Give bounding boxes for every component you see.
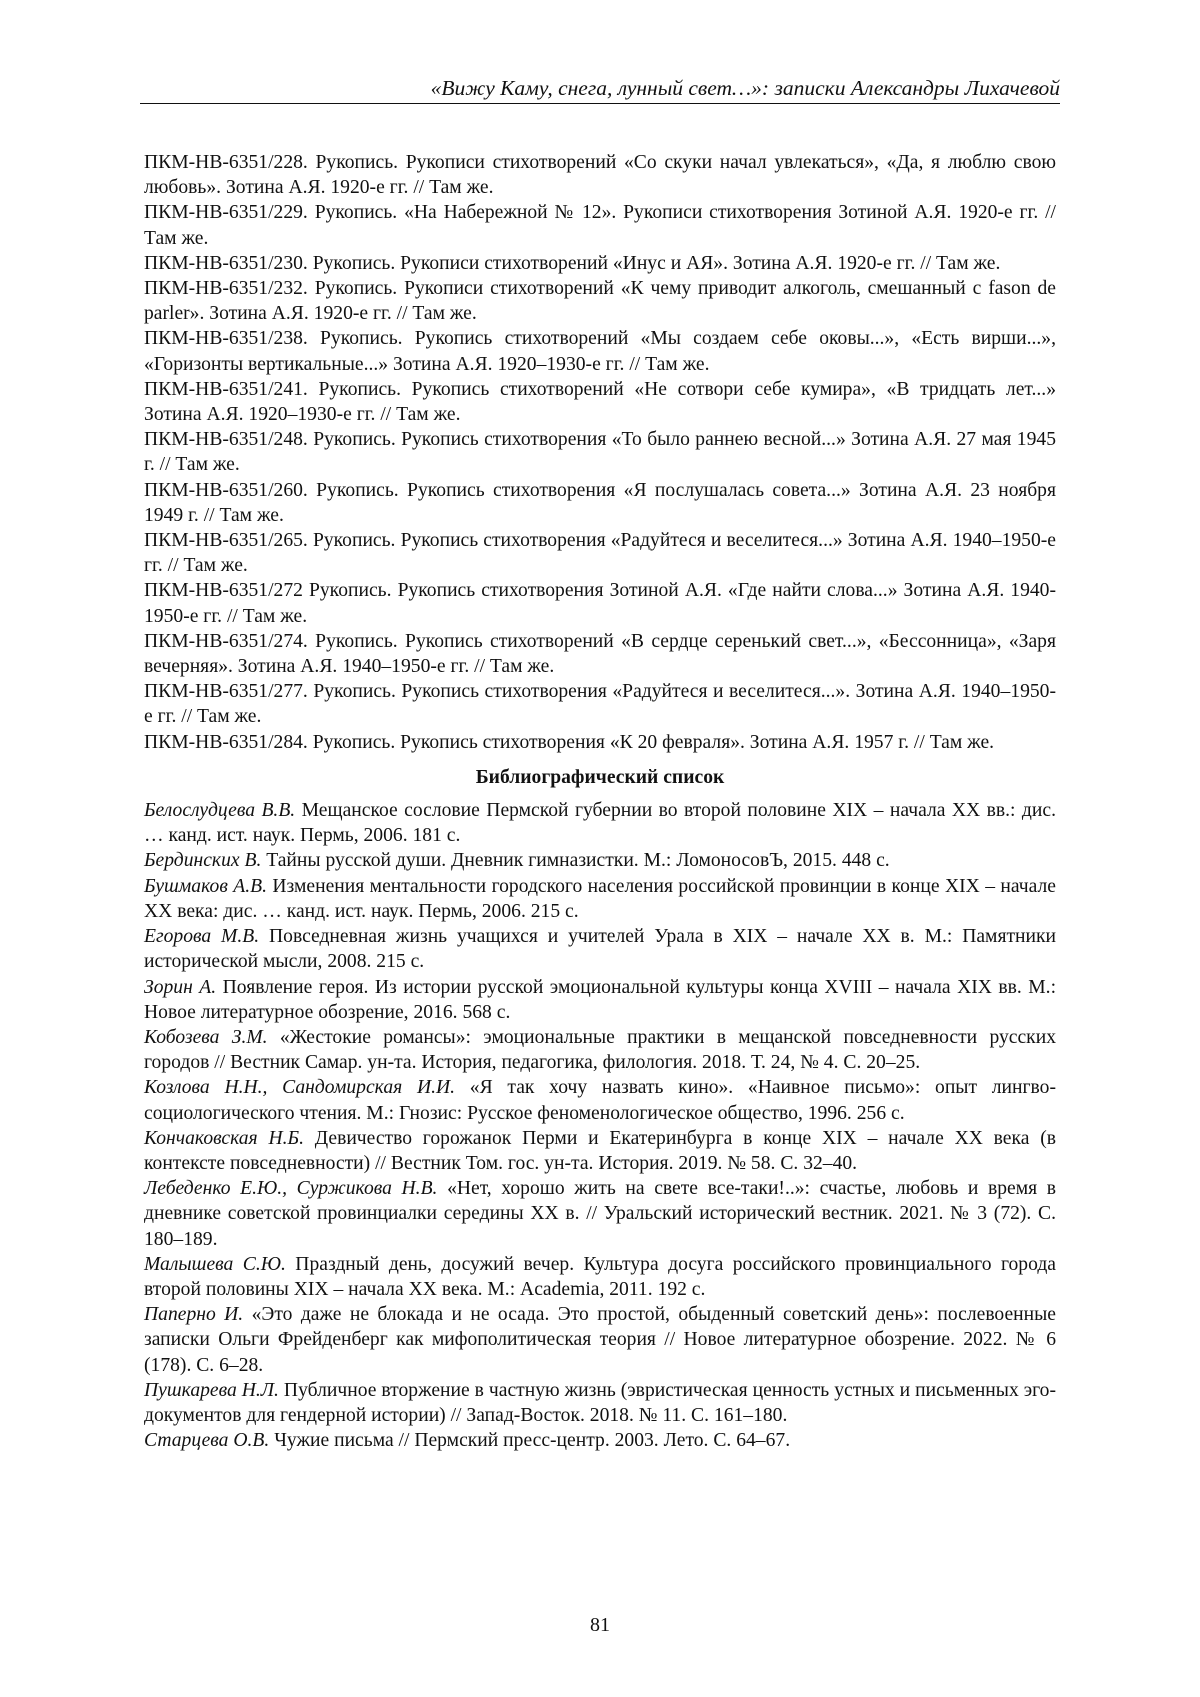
sources-list <box>144 150 1056 755</box>
bibliography-text: Повседневная жизнь учащихся и учителей Урала в XIX – начале XX в. М.: Памятники исторической мысли, 2008. 215 с. <box>144 926 1056 973</box>
bibliography-text: Чужие письма // Пермский пресс-центр. 2003. Лето. С. 64–67. <box>269 1430 791 1452</box>
bibliography-author: Кончаковская Н.Б. <box>144 1127 304 1149</box>
bibliography-entry <box>144 1126 1056 1176</box>
header-rule <box>140 103 1060 104</box>
bibliography-author: Бердинских В. <box>144 850 262 872</box>
bibliography-author: Белослудцева В.В. <box>144 800 296 822</box>
bibliography-text: Девичество горожанок Перми и Екатеринбурга в конце XIX – начале XX века (в контексте повседневности) // Вестник Том. гос. ун-та. История. 2019. № 58. С. 32–40. <box>144 1127 1056 1174</box>
source-entry: ПКМ-НВ-6351/274. Рукопись. Рукопись стихотворений «В сердце серенький свет...», «Бессонница», «Заря вечерняя». Зотина А.Я. 1940–1950-е гг. // Там же. <box>144 630 1056 678</box>
source-entry: ПКМ-НВ-6351/260. Рукопись. Рукопись стихотворения «Я послушалась совета...» Зотина А.Я. 23 ноября 1949 г. // Там же. <box>144 479 1056 526</box>
bibliography-entry <box>144 1075 1056 1125</box>
bibliography-author: Егорова М.В. <box>144 926 260 948</box>
source-entry: ПКМ-НВ-6351/284. Рукопись. Рукопись стихотворения «К 20 февраля». Зотина А.Я. 1957 г. // Там же. <box>144 731 995 753</box>
bibliography-author: Паперно И. <box>144 1304 244 1326</box>
page-number: 81 <box>590 1614 610 1636</box>
source-entry: ПКМ-НВ-6351/277. Рукопись. Рукопись стихотворения «Радуйтеся и веселитеся...». Зотина А.Я. 1940–1950-е гг. // Там же. <box>144 681 1056 728</box>
bibliography-entry <box>144 924 1056 974</box>
page-body <box>144 150 1056 1453</box>
bibliography-text: «Я так хочу назвать кино». «Наивное письмо»: опыт лингво-социологического чтения. М.: Гнозис: Русское феноменологическое общество, 1996. 256 с. <box>144 1077 1056 1124</box>
bibliography-author: Бушмаков А.В. <box>144 875 267 897</box>
bibliography-text: Тайны русской души. Дневник гимназистки. М.: ЛомоносовЪ, 2015. 448 с. <box>261 850 890 872</box>
source-entry: ПКМ-НВ-6351/241. Рукопись. Рукопись стихотворений «Не сотвори себе кумира», «В тридцать лет...» Зотина А.Я. 1920–1930-е гг. // Там же. <box>144 378 1056 426</box>
bibliography-author: Козлова Н.Н., Сандомирская И.И. <box>144 1077 456 1099</box>
source-entry: ПКМ-НВ-6351/229. Рукопись. «На Набережной № 12». Рукописи стихотворения Зотиной А.Я. 1920-е гг. // Там же. <box>144 202 1056 249</box>
bibliography-title: Библиографический список <box>475 766 725 788</box>
bibliography-author: Кобозева З.М. <box>144 1026 268 1048</box>
bibliography-entry <box>144 798 1056 848</box>
bibliography-author: Малышева С.Ю. <box>144 1253 286 1275</box>
running-title: «Вижу Каму, снега, лунный свет…»: записки Александры Лихачевой <box>430 76 1060 100</box>
bibliography-entry <box>144 1428 1056 1453</box>
bibliography-text: Публичное вторжение в частную жизнь (эвристическая ценность устных и письменных эго-документов для гендерной истории) // Запад-Восток. 2018. № 11. С. 161–180. <box>144 1379 1057 1426</box>
bibliography-text: Появление героя. Из истории русской эмоциональной культуры конца XVIII – начала XIX вв. М.: Новое литературное обозрение, 2016. 568 с. <box>144 976 1057 1023</box>
bibliography-text: Изменения ментальности городского населения российской провинции в конце XIX – начале XX века: дис. … канд. ист. наук. Пермь, 2006. 215 с. <box>144 875 1056 922</box>
source-entry: ПКМ-НВ-6351/232. Рукопись. Рукописи стихотворений «К чему приводит алкоголь, смешанный с fason de parler». Зотина А.Я. 1920-е гг. // Там же. <box>144 278 1056 325</box>
bibliography-entry <box>144 1252 1056 1302</box>
bibliography-text: «Жестокие романсы»: эмоциональные практики в мещанской повседневности русских городов // Вестник Самар. ун-та. История, педагогика, филология. 2018. Т. 24, № 4. С. 20–25. <box>144 1026 1056 1074</box>
bibliography-entry <box>144 848 1056 873</box>
bibliography-author: Лебеденко Е.Ю., Суржикова Н.В. <box>144 1178 438 1200</box>
bibliography-author: Старцева О.В. <box>144 1430 270 1452</box>
bibliography-entry <box>144 1378 1056 1428</box>
source-entry: ПКМ-НВ-6351/265. Рукопись. Рукопись стихотворения «Радуйтеся и веселитеся...» Зотина А.Я. 1940–1950-е гг. // Там же. <box>144 530 1056 577</box>
bibliography-author: Зорин А. <box>144 976 217 998</box>
bibliography-entry <box>144 1025 1056 1075</box>
bibliography-text: «Нет, хорошо жить на свете все-таки!..»: счастье, любовь и время в дневнике советской провинциалки середины XX в. // Уральский исторический вестник. 2021. № 3 (72). С. 180–189. <box>144 1178 1056 1250</box>
bibliography-text: Мещанское сословие Пермской губернии во второй половине XIX – начала XX вв.: дис. … канд. ист. наук. Пермь, 2006. 181 с. <box>144 800 1056 847</box>
bibliography-entry <box>144 874 1056 924</box>
bibliography-list <box>144 798 1056 1453</box>
bibliography-text: Праздный день, досужий вечер. Культура досуга российского провинциального города второй половины XIX – начала XX века. М.: Academia, 2011. 192 с. <box>144 1253 1056 1300</box>
source-entry: ПКМ-НВ-6351/228. Рукопись. Рукописи стихотворений «Со скуки начал увлекаться», «Да, я люблю свою любовь». Зотина А.Я. 1920-е гг. // Там же. <box>144 152 1056 199</box>
bibliography-entry <box>144 1176 1056 1252</box>
bibliography-entry <box>144 975 1056 1025</box>
source-entry: ПКМ-НВ-6351/272 Рукопись. Рукопись стихотворения Зотиной А.Я. «Где найти слова...» Зотина А.Я. 1940-1950-е гг. // Там же. <box>144 580 1056 627</box>
source-entry: ПКМ-НВ-6351/248. Рукопись. Рукопись стихотворения «То было раннею весной...» Зотина А.Я. 27 мая 1945 г. // Там же. <box>144 429 1056 476</box>
source-entry: ПКМ-НВ-6351/238. Рукопись. Рукопись стихотворений «Мы создаем себе оковы...», «Есть вирши...», «Горизонты вертикальные...» Зотина А.Я. 1920–1930-е гг. // Там же. <box>144 328 1056 375</box>
bibliography-author: Пушкарева Н.Л. <box>144 1379 279 1401</box>
source-entry: ПКМ-НВ-6351/230. Рукопись. Рукописи стихотворений «Инус и АЯ». Зотина А.Я. 1920-е гг. // Там же. <box>144 252 1001 274</box>
bibliography-text: «Это даже не блокада и не осада. Это простой, обыденный советский день»: послевоенные записки Ольги Фрейденберг как мифополитическая теория // Новое литературное обозрение. 2022. № 6 (178). С. 6–28. <box>144 1304 1057 1376</box>
bibliography-entry <box>144 1302 1056 1378</box>
